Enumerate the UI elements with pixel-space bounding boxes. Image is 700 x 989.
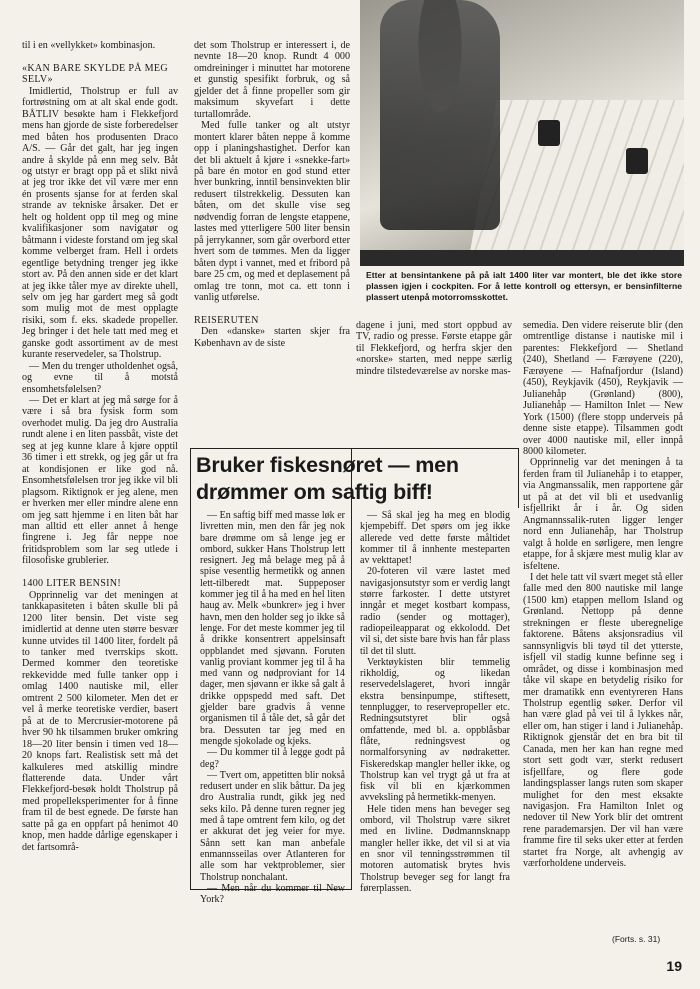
paragraph: Imidlertid, Tholstrup er full av fortrøstning om at alt skal ende godt. BÅTLIV besøkte ham i Flekkefjord mens han gjorde de siste forberedelser med båten hos produsenten Draco A/S. — Går det galt, har jeg ingen andre å skylde på enn meg selv. Båt og utstyr er bragt opp på et slikt nivå at jeg tror ikke det vil være mer enn én prosents sjanse for at ferden skal strande av tekniske årsaker. Det er helt og holdent opp til meg og mine kvalifikasjoner som navigatør og båtmann i videste forstand om jeg skal komme velberget fram. Hell i ordets egentlige betydning trenger jeg ikke stort av. På den annen side er det klart at jeg ikke tåler mye av direkte uhell, selv om jeg har gardert meg så godt som mulig mot de mest opplagte risiki, som f. eks. skadede propeller. Jeg bringer i det hele tatt med meg et ganske godt assortiment av de mest kurante reservedeler, sa Tholstrup. [22, 85, 178, 361]
paragraph: Den «danske» starten skjer fra København av de siste [194, 326, 350, 349]
paragraph: Opprinnelig var det meningen å ta ferden fram til Julianehåp i to etapper, via Angmanssalik, men rapportene går ut på at det vil bli et usedvanlig isfjellrikt år i år. Og siden Angmannssalik-ruten ligger lenger nord enn Julianehåp, har Tholstrup valgt å holde en sørligere, men lengre etappe, for å skjære mest mulig klar av isfeltene. [523, 457, 683, 572]
sidebar-headline: Bruker fiskesnøret — men drømmer om saftig biff! [196, 453, 459, 504]
column-4 [523, 320, 683, 870]
photo-boat-cockpit [360, 0, 684, 266]
paragraph: Opprinnelig var det meningen at tankkapasiteten i båten skulle bli på 1200 liter bensin. Det viste seg imidlertid at denne uten større besvær kunne utvides til 1400 liter, fordelt på to tanker med tverrskips skott. Dermed kommer den teoretiske rekkevidde med fulle tanker opp i omlag 1400 nautiske mil, eller omtrent 2 500 kilometer. Men det er vel å merke teoretiske verdier, basert på at de to Mercrusier-motorene på hver 90 hk tilsammen bruker omkring 18—20 liter bensin i timen ved 18—20 knops fart. Realistisk sett må det kalkuleres med atskillig mindre flatterende data. Under vårt Flekkefjord-besøk holdt Tholstrup på med propelleksperimenter for å finne fram til de best egnede. De første han satte på ga en oppfart på henimot 40 knop, men hadde dårlige egenskaper i det fartsområ- [22, 589, 178, 853]
photo-fuel-filter [538, 120, 560, 146]
paragraph: 20-foteren vil være lastet med navigasjonsutstyr som er verdig langt større farkoster. I dette utstyret inngår et meget kostbart kompass, radio (sender og mottager), radiopeileapparat og ekkolodd. Det vil si, det siste bare hvis han får plass til det til slutt. [360, 566, 510, 657]
sidebar-column-1 [200, 510, 345, 905]
photo-rail [360, 250, 684, 266]
paragraph: — Det er klart at jeg må sørge for å være i så bra fysisk form som overhodet mulig. Da jeg dro Australia rundt alene i en liten passbåt, viste det seg at jeg kunne klare å kjøre opptil 36 timer i ett strekk, og jeg går ut fra at kondisjonen er like god nå. Ensomhetsfølelsen tror jeg ikke vil bli plagsom. Riktignok er jeg alene, men er hverken mer eller mindre alene enn om jeg satt hjemme i en liten båt har man alltid ett eller annet å henge fingrene i. Jeg får neppe noe fritidsproblem som lar seg utlede i filosofiske grublerier. [22, 395, 178, 567]
paragraph: semedia. Den videre reiserute blir (den omtrentlige distanse i nautiske mil i parentes: Flekkefjord — Shetland (240), Shetland — Færøyene (220), Færøyene — Hafnafjordur (Island) (450), Reykjavik (450), Reykjavik — Julianehåp (Grønland) (800), Julianehåp — Hamilton Inlet — New York (1500) (flere stopp underveis på denne siste etappe). Tilsammen godt over 4000 nautiske mil, eller innpå 8000 kilometer. [523, 320, 683, 457]
photo-person [380, 0, 500, 230]
paragraph: — Så skal jeg ha meg en blodig kjempebiff. Det spørs om jeg ikke allerede ved dette første måltidet kommer til å innhente mesteparten av vekttapet! [360, 510, 510, 567]
column-2 [194, 40, 350, 349]
paragraph: — En saftig biff med masse løk er livretten min, men den får jeg nok bare drømme om så lenge jeg er ombord, sukker Hans Tholstrup lett resignert. Jeg må belage meg på å spise vesentlig hermetikk og annen lett-tilberedt mat. Suppeposer kommer jeg til å ha med en hel liten haug av. Melk «bunkrer» jeg i hver havn, men den holder seg jo ikke så lenge. For det meste kommer jeg til å drikke konsentrert appelsinsaft oppblandet med sjøvann. Foruten vanlig proviant kommer jeg til å ha med vann og nødproviant for 14 dager, men sjøvann er ikke så galt å drikke oppspedd med saft. Det gjelder bare gradvis å venne organismen til å tåle det, så går det bra. Dessuten tar jeg med en mengde sjokolade og kjeks. [200, 510, 345, 747]
paragraph: Hele tiden mens han beveger seg ombord, vil Tholstrup være sikret med en livline. Dødmannsknapp mangler heller ikke, det vil si at via en snor vil tenningsstrømmen til motoren automatisk brytes hvis Tholstrup beveger seg for langt fra førerplassen. [360, 803, 510, 894]
sidebar-column-2 [360, 510, 510, 894]
paragraph: Verktøykisten blir temmelig rikholdig, og likedan reservedelslageret, hvori inngår ekstra bensinpumpe, stiftesett, tennplugger, to reservepropeller etc. Redningsutstyret blir også omfattende, med bl. a. oppblåsbar flåte, redningsvest og normalforsyning av nødraketter. Fiskeredskap mangler heller ikke, og Tholstrup kan vel trygt gå ut fra at fisk vil bli en kjærkommen avveksling på hermetikk-menyen. [360, 656, 510, 804]
paragraph: det som Tholstrup er interessert i, de nevnte 18—20 knop. Rundt 4 000 omdreininger i minuttet har motorene et gunstig spesifikt forbruk, og så gjelder det å finne propeller som gir maksimum skyvefart i dette turtallområde. [194, 40, 350, 120]
paragraph: til i en «vellykket» kombinasjon. [22, 40, 156, 51]
column-1 [22, 40, 178, 853]
subheading: REISERUTEN [194, 314, 259, 326]
paragraph: — Men du trenger utholdenhet også, og evne til å motstå ensomhetsfølelsen? [22, 360, 178, 395]
paragraph: I det hele tatt vil svært meget stå eller falle med den 800 nautiske mil lange (1500 km) etappen mellom Island og Grønland. Nettopp på denne strekningen er fleste uberegnelige faktorene. Båtens aksjonsradius vil sannsynligvis bli tøyd til det ytterste, isfjell vil stadig kunne befinne seg i området, og disse i kombinasjon med tåke vil skape en betydelig risiko for mer dramatikk enn eventyreren Hans Tholstrup egentlig søker. Derfor vil han være glad på vei til å lykkes når, eller om, han stiger i land i Julianehåp. Riktignok gjenstår det en bra bit til Canada, men her kan han regne med stort sett godt vær, sterkt redusert isfjellfare, og flere gode landingsplasser langs ruten som skaper mulighet for den mest eksakte navigasjon. Fra Hamilton Inlet og nedover til New York blir det omtrent rene parademarsjen. Der vil han være framme fire til seks uker etter at ferden startet fra Norge, alt avhengig av værforholdene underveis. [523, 571, 683, 870]
paragraph: — Du kommer til å legge godt på deg? [200, 747, 345, 770]
paragraph: — Tvert om, appetitten blir nokså redusert under en slik båttur. Da jeg dro Australia rundt, gikk jeg ned seks kilo. På denne turen regner jeg med å tape omtrent fem kilo, og det er akkurat det jeg veier for mye. Sånn sett kan man anbefale enmannsseilas over Atlanteren for alle som har vektproblemer, sier Tholstrup nonchalant. [200, 769, 345, 883]
continued-note: (Forts. s. 31) [612, 934, 661, 944]
photo-fuel-filter [626, 148, 648, 174]
paragraph: — Men når du kommer til New York? [200, 882, 345, 906]
subheading: «KAN BARE SKYLDE PÅ MEG SELV» [22, 62, 168, 86]
photo-caption: Etter at bensintankene på på ialt 1400 liter var montert, ble det ikke store plassen igjen i cockpiten. For å lette kontroll og ettersyn, er bensinfilterne plassert utenpå motorromsskottet. [366, 270, 682, 302]
paragraph: dagene i juni, med stort oppbud av TV, radio og presse. Første etappe går til Flekkefjord, og herfra skjer den «norske» starten, med neppe særlig mindre tilstedeværelse av norske mas- [356, 320, 512, 377]
paragraph: Med fulle tanker og alt utstyr montert klarer båten neppe å komme opp i planingshastighet. Derfor kan det bli aktuelt å kjøre i «snekke-fart» på bare én motor en god stund etter hver bunkring, inntil bensinvekten blir redusert tilstrekkelig. Dessuten kan båten, om det skulle vise seg nødvendig forran de lengste etappene, lastes med ytterligere 500 liter bensin på jerrykanner, som går overbord etter hvert som de tømmes. Men da ligger båten dypt i vannet, med et fribord på bare 25 cm, og med et deplasement på omlag tre tonn, mot ca. ett tonn i vanlig utførelse. [194, 120, 350, 303]
subheading: 1400 LITER BENSIN! [22, 578, 122, 590]
page-number: 19 [666, 958, 682, 974]
column-3 [356, 320, 512, 377]
